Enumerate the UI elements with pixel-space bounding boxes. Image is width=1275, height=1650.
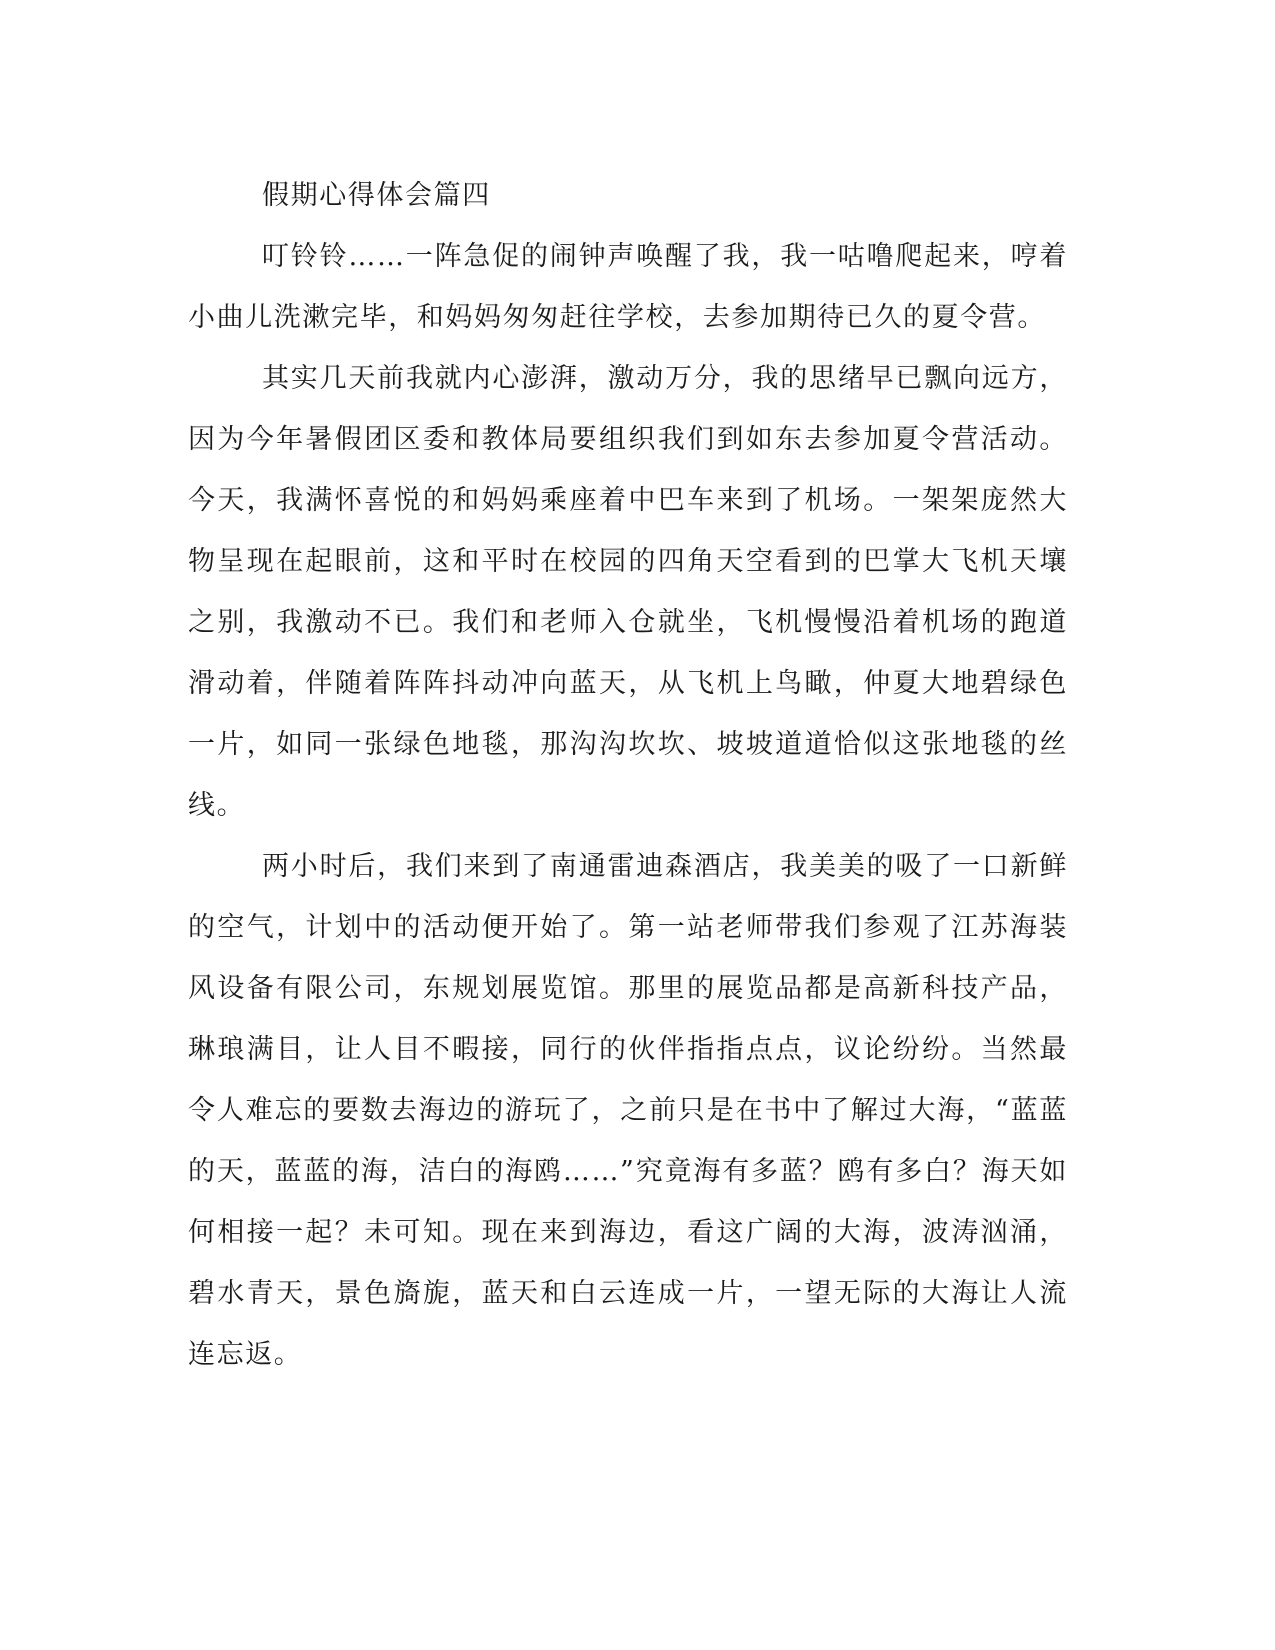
document-title: 假期心得体会篇四: [262, 180, 491, 211]
document-body: [188, 165, 1068, 1385]
paragraph-flight: 其实几天前我就内心澎湃，激动万分，我的思绪早已飘向远方，因为今年暑假团区委和教体局要组织我们到如东去参加夏令营活动。今天，我满怀喜悦的和妈妈乘座着中巴车来到了机场。一架架庞然大物呈现在起眼前，这和平时在校园的四角天空看到的巴掌大飞机天壤之别，我激动不已。我们和老师入仓就坐，飞机慢慢沿着机场的跑道滑动着，伴随着阵阵抖动冲向蓝天，从飞机上鸟瞰，仲夏大地碧绿色一片，如同一张绿色地毯，那沟沟坎坎、坡坡道道恰似这张地毯的丝线。: [188, 363, 1068, 821]
paragraph-alarm: 叮铃铃……一阵急促的闹钟声唤醒了我，我一咕噜爬起来，哼着小曲儿洗漱完毕，和妈妈匆匆赶往学校，去参加期待已久的夏令营。: [188, 241, 1068, 333]
paragraph-seaside: 两小时后，我们来到了南通雷迪森酒店，我美美的吸了一口新鲜的空气，计划中的活动便开始了。第一站老师带我们参观了江苏海装风设备有限公司，东规划展览馆。那里的展览品都是高新科技产品，琳琅满目，让人目不暇接，同行的伙伴指指点点，议论纷纷。当然最令人难忘的要数去海边的游玩了，之前只是在书中了解过大海，“蓝蓝的天，蓝蓝的海，洁白的海鸥……”究竟海有多蓝？鸥有多白？海天如何相接一起？未可知。现在来到海边，看这广阔的大海，波涛汹涌，碧水青天，景色旖旎，蓝天和白云连成一片，一望无际的大海让人流连忘返。: [188, 851, 1068, 1370]
